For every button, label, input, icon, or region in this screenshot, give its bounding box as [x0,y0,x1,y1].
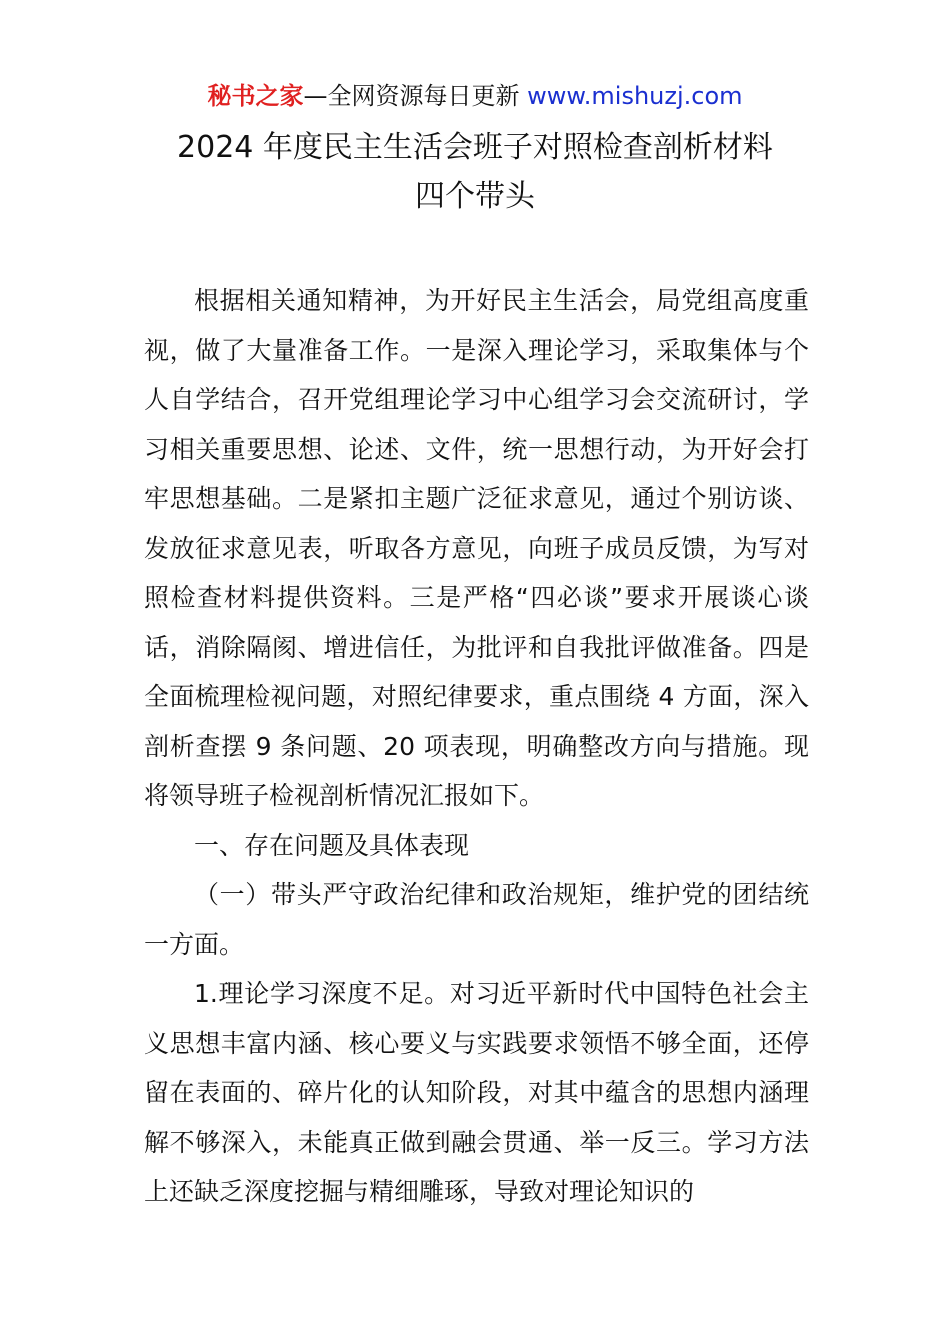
document-body [144,276,809,1217]
document-title: 2024 年度民主生活会班子对照检查剖析材料 [177,130,773,165]
site-url-link[interactable]: www.mishuzj.com [527,82,743,110]
site-tagline: —全网资源每日更新 [303,82,528,110]
point-paragraph: 1.理论学习深度不足。对习近平新时代中国特色社会主义思想丰富内涵、核心要义与实践要求领悟不够全面，还停留在表面的、碎片化的认知阶段，对其中蕴含的思想内涵理解不够深入，未能真正做到融会贯通、举一反三。学习方法上还缺乏深度挖掘与精细雕琢，导致对理论知识的 [144,979,809,1206]
section-heading: 一、存在问题及具体表现 [194,830,470,860]
intro-paragraph: 根据相关通知精神，为开好民主生活会，局党组高度重视，做了大量准备工作。一是深入理论学习，采取集体与个人自学结合，召开党组理论学习中心组学习会交流研讨，学习相关重要思想、论述、文件，统一思想行动，为开好会打牢思想基础。二是紧扣主题广泛征求意见，通过个别访谈、发放征求意见表，听取各方意见，向班子成员反馈，为写对照检查材料提供资料。三是严格“四必谈”要求开展谈心谈话，消除隔阂、增进信任，为批评和自我批评做准备。四是全面梳理检视问题，对照纪律要求，重点围绕 4 方面，深入剖析查摆 9 条问题、20 项表现，明确整改方向与措施。现将领导班子检视剖析情况汇报如下。 [144,286,809,810]
subsection-heading: （一）带头严守政治纪律和政治规矩，维护党的团结统一方面。 [144,880,809,959]
site-header [0,80,950,112]
document-subtitle: 四个带头 [415,179,535,214]
site-brand: 秘书之家 [207,82,304,110]
